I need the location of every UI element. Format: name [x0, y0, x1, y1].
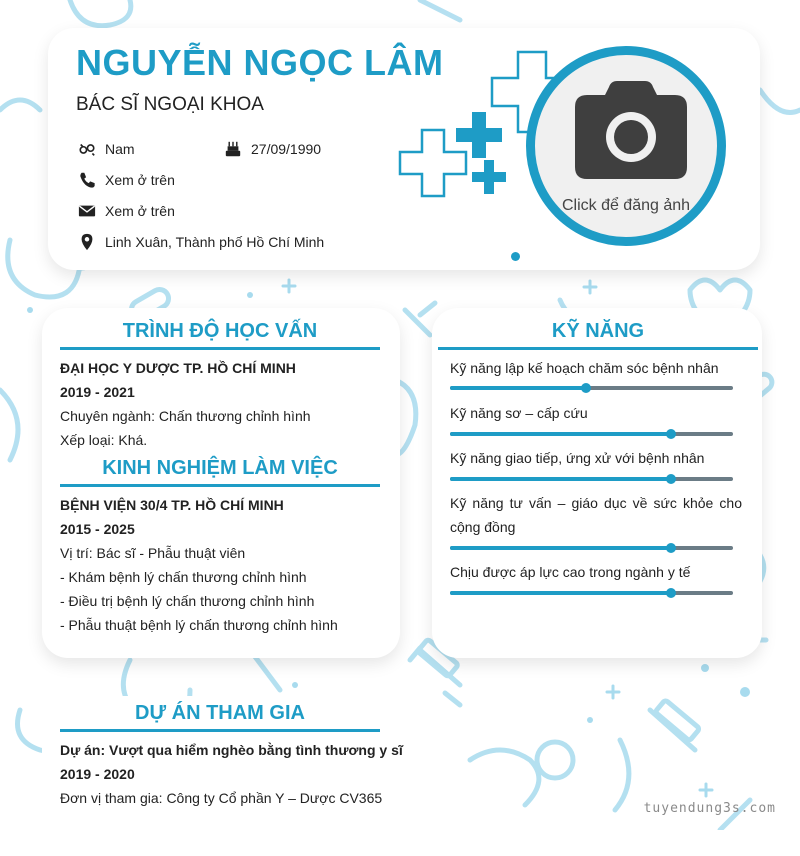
experience-position[interactable]: Vị trí: Bác sĩ - Phẫu thuật viên [60, 545, 246, 561]
education-heading[interactable]: TRÌNH ĐỘ HỌC VẤN [122, 320, 318, 342]
skill-bar-knob[interactable] [581, 383, 591, 393]
skill-bar-knob[interactable] [666, 543, 676, 553]
decorative-dot [511, 252, 520, 261]
education-major[interactable]: Chuyên ngành: Chấn thương chỉnh hình [60, 408, 311, 424]
photo-upload-caption[interactable]: Click để đăng ảnh [561, 197, 691, 214]
education-period[interactable]: 2019 - 2021 [60, 384, 135, 400]
phone-icon [78, 171, 96, 189]
skill-bar[interactable] [450, 477, 733, 481]
experience-divider [60, 484, 380, 487]
skill-bar-knob[interactable] [666, 429, 676, 439]
phone-row [78, 171, 175, 189]
experience-heading[interactable]: KINH NGHIỆM LÀM VIỆC [102, 457, 338, 479]
skill-label[interactable]: Kỹ năng tư vấn – giáo dục về sức khỏe cho cộng đồng [450, 495, 742, 535]
education-divider [60, 347, 380, 350]
birthday-row [224, 140, 321, 158]
skill-bar[interactable] [450, 432, 733, 436]
experience-company[interactable]: BỆNH VIỆN 30/4 TP. HỒ CHÍ MINH [60, 497, 284, 513]
birthday-value[interactable]: 27/09/1990 [251, 141, 322, 157]
email-icon [78, 202, 96, 220]
skills-divider [438, 347, 758, 350]
skill-bar-fill [450, 477, 671, 481]
gender-row [78, 140, 135, 158]
projects-card [42, 696, 403, 856]
skill-bar-knob[interactable] [666, 588, 676, 598]
education-school[interactable]: ĐẠI HỌC Y DƯỢC TP. HỒ CHÍ MINH [60, 360, 296, 376]
experience-period[interactable]: 2015 - 2025 [60, 521, 135, 537]
skill-label[interactable]: Kỹ năng sơ – cấp cứu [450, 405, 588, 421]
location-pin-icon [78, 233, 96, 251]
skill-bar[interactable] [450, 386, 733, 390]
skills-heading[interactable]: KỸ NĂNG [551, 320, 645, 342]
experience-duty[interactable]: - Phẫu thuật bệnh lý chấn thương chỉnh hình [60, 617, 338, 633]
experience-duty[interactable]: - Điều trị bệnh lý chấn thương chỉnh hình [60, 593, 315, 609]
education-grade[interactable]: Xếp loại: Khá. [60, 432, 148, 448]
skill-bar-fill [450, 432, 671, 436]
gender-icon [78, 140, 96, 158]
skill-bar[interactable] [450, 591, 733, 595]
project-name[interactable]: Dự án: Vượt qua hiểm nghèo bằng tình thương y sĩ [60, 742, 403, 758]
profile-photo-upload[interactable] [526, 46, 726, 246]
project-org[interactable]: Đơn vị tham gia: Công ty Cổ phần Y – Dược CV365 [60, 790, 383, 806]
site-watermark: tuyendung3s.com [643, 801, 776, 816]
skill-bar-fill [450, 386, 586, 390]
profile-header-card [48, 28, 760, 270]
candidate-name[interactable]: NGUYỄN NGỌC LÂM [76, 42, 444, 83]
skill-bar-fill [450, 591, 671, 595]
camera-icon [575, 81, 687, 181]
birthday-cake-icon [224, 140, 242, 158]
address-value[interactable]: Linh Xuân, Thành phố Hồ Chí Minh [105, 234, 325, 250]
skill-label[interactable]: Kỹ năng lập kế hoạch chăm sóc bệnh nhân [450, 360, 719, 376]
email-row [78, 202, 175, 220]
skills-card [432, 308, 762, 658]
skill-bar-fill [450, 546, 671, 550]
phone-value[interactable]: Xem ở trên [105, 172, 175, 188]
skill-bar-knob[interactable] [666, 474, 676, 484]
skill-label[interactable]: Chịu được áp lực cao trong ngành y tế [450, 564, 691, 580]
project-period[interactable]: 2019 - 2020 [60, 766, 135, 782]
address-row [78, 233, 324, 251]
experience-duty[interactable]: - Khám bệnh lý chấn thương chỉnh hình [60, 569, 307, 585]
projects-divider [60, 729, 380, 732]
skill-bar[interactable] [450, 546, 733, 550]
job-title[interactable]: BÁC SĨ NGOẠI KHOA [76, 94, 264, 115]
gender-value[interactable]: Nam [105, 141, 135, 157]
projects-heading[interactable]: DỰ ÁN THAM GIA [135, 702, 305, 724]
skill-label[interactable]: Kỹ năng giao tiếp, ứng xử với bệnh nhân [450, 450, 705, 466]
education-experience-card [42, 308, 400, 658]
email-value[interactable]: Xem ở trên [105, 203, 175, 219]
